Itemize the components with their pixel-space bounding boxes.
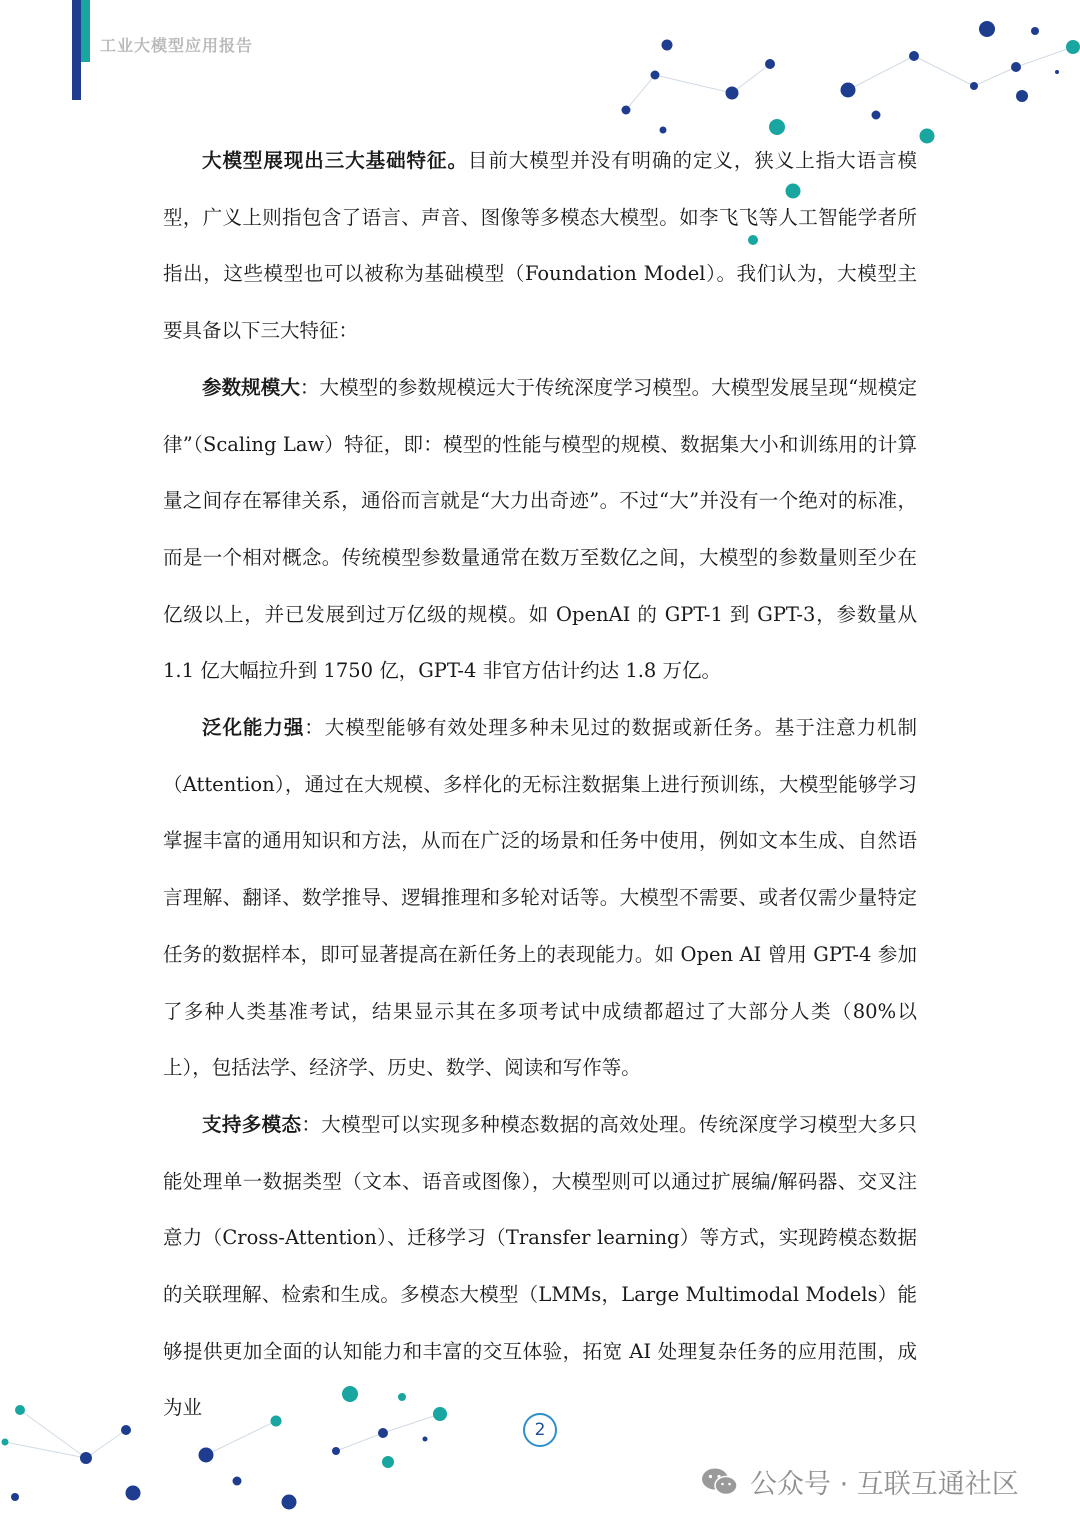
wechat-icon <box>700 1466 740 1498</box>
report-title: 工业大模型应用报告 <box>100 36 254 55</box>
paragraph-lead: 泛化能力强 <box>202 716 305 740</box>
paragraph-multimodal <box>163 1097 917 1437</box>
watermark-text: 公众号 · 互联互通社区 <box>750 1469 1019 1500</box>
paragraph-text: ：大模型的参数规模远大于传统深度学习模型。大模型发展呈现“规模定律”（Scaling Law）特征，即：模型的性能与模型的规模、数据集大小和训练用的计算量之间存在幂律关系，通俗而言就是“大力出奇迹”。不过“大”并没有一个绝对的标准，而是一个相对概念。传统模型参数量通常在数万至数亿之间，大模型的参数量则至少在亿级以上，并已发展到过万亿级的规模。如 OpenAI 的 GPT-1 到 GPT-3，参数量从 1.1 亿大幅拉升到 1750 亿，GPT-4 非官方估计约达 1.8 万亿。 <box>163 375 917 683</box>
paragraph-lead: 参数规模大 <box>202 375 300 399</box>
watermark <box>700 1462 1019 1501</box>
paragraph-text: ：大模型能够有效处理多种未见过的数据或新任务。基于注意力机制（Attention），通过在大规模、多样化的无标注数据集上进行预训练，大模型能够学习掌握丰富的通用知识和方法，从而在广泛的场景和任务中使用，例如文本生成、自然语言理解、翻译、数学推导、逻辑推理和多轮对话等。大模型不需要、或者仅需少量特定任务的数据样本，即可显著提高在新任务上的表现能力。如 Open AI 曾用 GPT-4 参加了多种人类基准考试，结果显示其在多项考试中成绩都超过了大部分人类（80%以上），包括法学、经济学、历史、数学、阅读和写作等。 <box>163 716 917 1080</box>
paragraph-text: 目前大模型并没有明确的定义，狭义上指大语言模型，广义上则指包含了语言、声音、图像等多模态大模型。如李飞飞等人工智能学者所指出，这些模型也可以被称为基础模型（Foundation Model）。我们认为，大模型主要具备以下三大特征： <box>163 149 917 343</box>
report-body <box>163 133 917 1437</box>
paragraph-text: ：大模型可以实现多种模态数据的高效处理。传统深度学习模型大多只能处理单一数据类型（文本、语音或图像），大模型则可以通过扩展编/解码器、交叉注意力（Cross-Attention）、迁移学习（Transfer learning）等方式，实现跨模态数据的关联理解、检索和生成。多模态大模型（LMMs，Large Multimodal Models）能够提供更加全面的认知能力和丰富的交互体验，拓宽 AI 处理复杂任务的应用范围，成为业 <box>163 1112 917 1420</box>
paragraph-generalization <box>163 700 917 1097</box>
page-number: 2 <box>523 1413 557 1447</box>
paragraph-lead: 大模型展现出三大基础特征。 <box>202 149 468 172</box>
paragraph-parameter-scale <box>163 360 917 700</box>
paragraph-core-features <box>163 133 917 360</box>
paragraph-lead: 支持多模态 <box>202 1112 302 1136</box>
